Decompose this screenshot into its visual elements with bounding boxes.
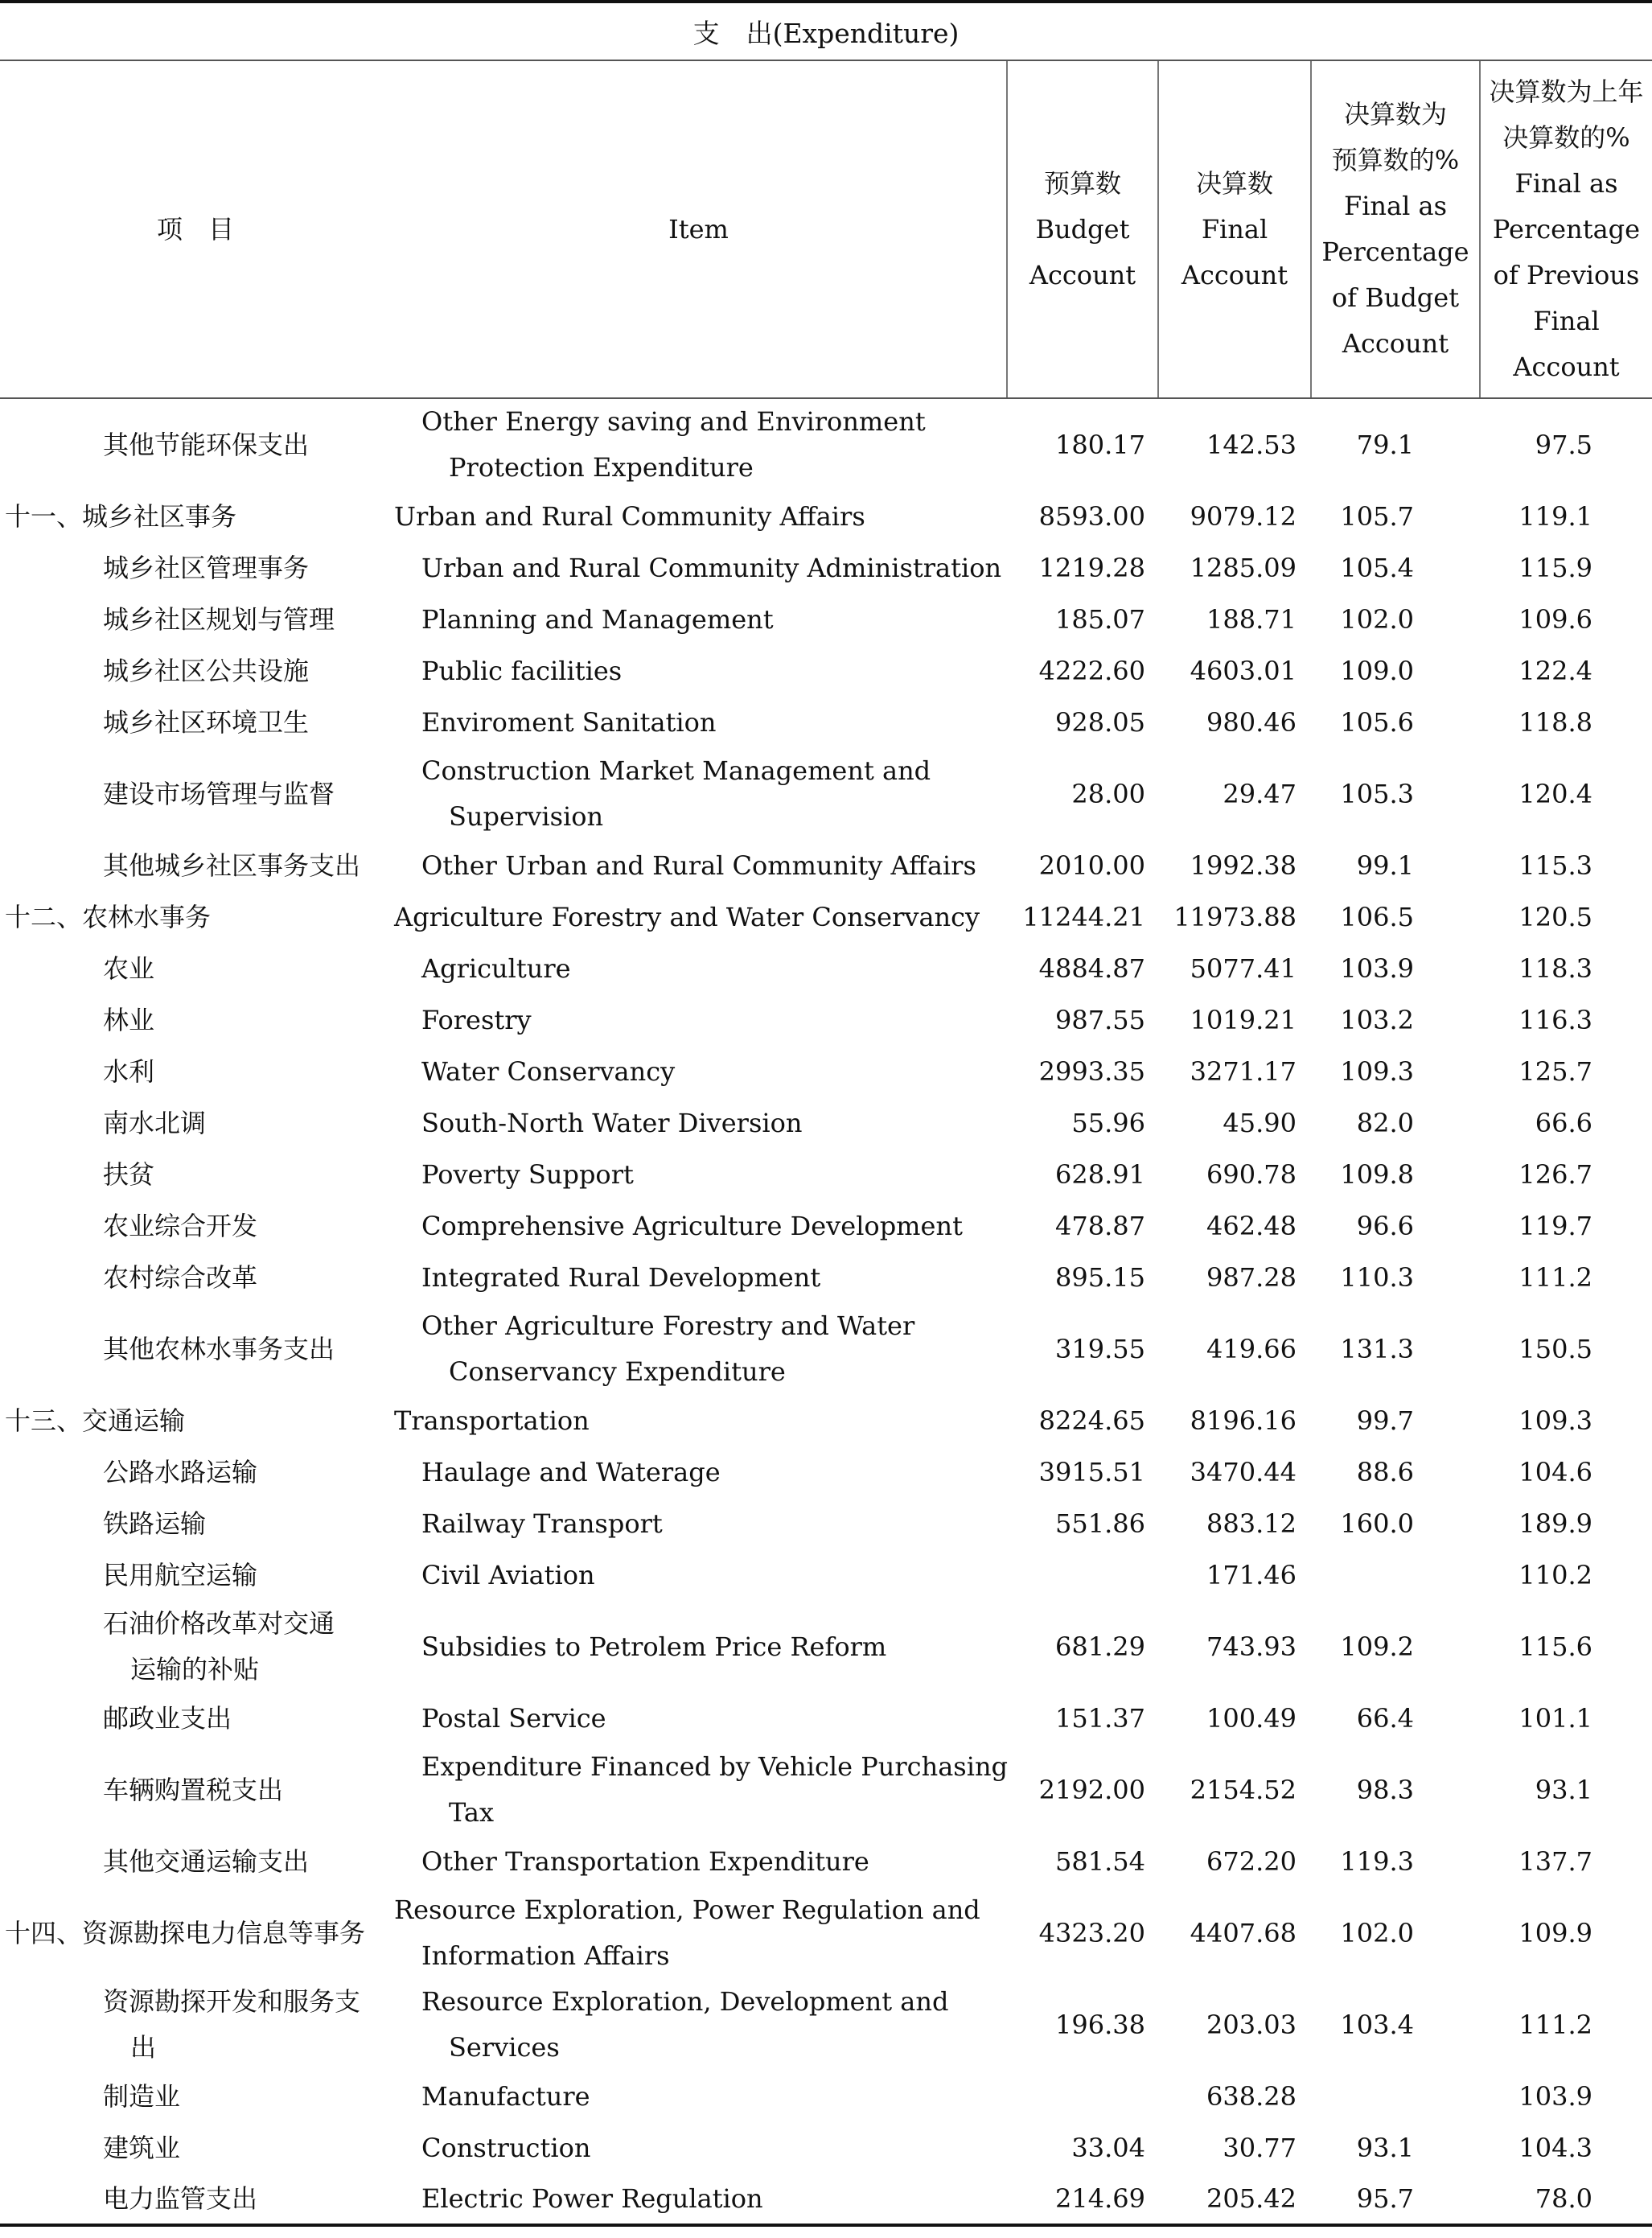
cell-final: 171.46	[1206, 1559, 1297, 1590]
item-cn: 石油价格改革对交通 运输的补贴	[103, 1608, 335, 1685]
item-cn: 其他节能环保支出	[103, 429, 310, 460]
cell-final: 11973.88	[1173, 901, 1297, 932]
cell-budget: 8224.65	[1038, 1405, 1145, 1436]
cell-budget: 681.29	[1055, 1631, 1145, 1662]
cell-pct-budget: 103.2	[1340, 1004, 1414, 1035]
cell-budget: 2192.00	[1038, 1774, 1145, 1805]
cell-final: 100.49	[1206, 1702, 1297, 1734]
item-en: Urban and Rural Community Administration	[421, 552, 1002, 583]
item-en: Agriculture Forestry and Water Conservancy	[394, 901, 980, 932]
header-pct-budget: 决算数为 预算数的% Final as Percentage of Budget Account	[1311, 60, 1480, 398]
cell-budget: 3915.51	[1038, 1456, 1145, 1487]
item-en: Urban and Rural Community Affairs	[394, 500, 865, 532]
cell-final: 419.66	[1206, 1333, 1297, 1364]
item-en: Agriculture	[421, 952, 571, 984]
table-row	[0, 2122, 1652, 2174]
item-en: Construction Market Management and Supervision	[421, 755, 931, 832]
cell-final: 987.28	[1206, 1261, 1297, 1293]
cell-pct-budget: 95.7	[1311, 2174, 1480, 2225]
cell-pct-budget	[1311, 1549, 1480, 1601]
table-row	[0, 542, 1652, 594]
cell-budget: 180.17	[1055, 429, 1145, 460]
item-en: Other Transportation Expenditure	[421, 1845, 869, 1877]
cell-pct-prev: 97.5	[1535, 429, 1593, 460]
cell-budget: 28.00	[1071, 778, 1145, 809]
cell-pct-budget: 110.3	[1340, 1261, 1414, 1293]
cell-pct-prev: 115.9	[1518, 552, 1593, 583]
item-en: Water Conservancy	[421, 1055, 676, 1087]
table-row	[0, 1836, 1652, 1887]
cell-final: 4407.68	[1190, 1917, 1297, 1948]
cell-budget: 11244.21	[1022, 901, 1145, 932]
item-cn: 城乡社区公共设施	[103, 655, 310, 686]
cell-pct-budget: 119.3	[1340, 1845, 1414, 1877]
cell-budget: 4222.60	[1038, 655, 1145, 686]
cell-pct-budget: 99.7	[1356, 1405, 1414, 1436]
cell-pct-budget: 105.6	[1340, 706, 1414, 738]
item-cn: 电力监管支出	[0, 2174, 391, 2225]
item-en: Postal Service	[421, 1702, 606, 1734]
cell-pct-prev: 104.6	[1518, 1456, 1593, 1487]
cell-pct-budget	[1311, 2071, 1480, 2122]
item-cn: 其他城乡社区事务支出	[103, 850, 361, 881]
table-row	[0, 491, 1652, 542]
cell-budget: 4323.20	[1038, 1917, 1145, 1948]
cell-final: 3271.17	[1190, 1055, 1297, 1087]
item-cn: 水利	[103, 1055, 155, 1087]
item-en: Enviroment Sanitation	[421, 706, 717, 738]
item-en: Other Agriculture Forestry and Water Conservancy Expenditure	[421, 1310, 915, 1387]
header-pct-prev: 决算数为上年 决算数的% Final as Percentage of Previous Final Account	[1480, 60, 1652, 398]
cell-budget: 151.37	[1055, 1702, 1145, 1734]
cell-pct-budget: 105.7	[1340, 500, 1414, 532]
item-en: Transportation	[394, 1405, 590, 1436]
cell-final: 9079.12	[1190, 500, 1297, 532]
table-row	[0, 1601, 1652, 1693]
cell-budget: 1219.28	[1038, 552, 1145, 583]
item-en: Planning and Management	[421, 603, 774, 635]
item-en: Resource Exploration, Power Regulation and Information Affairs	[394, 1894, 980, 1971]
item-en: Other Urban and Rural Community Affairs	[421, 850, 976, 881]
cell-budget: 55.96	[1071, 1107, 1145, 1138]
table-row	[0, 1252, 1652, 1303]
table-row	[0, 1693, 1652, 1744]
item-cn: 资源勘探开发和服务支 出	[103, 1986, 361, 2063]
item-en: Manufacture	[421, 2080, 590, 2112]
cell-pct-prev: 120.5	[1518, 901, 1593, 932]
cell-pct-prev: 189.9	[1518, 1508, 1593, 1539]
cell-pct-prev: 103.9	[1518, 2080, 1593, 2112]
item-en: Expenditure Financed by Vehicle Purchasing Tax	[421, 1751, 1009, 1828]
table-row	[0, 1887, 1652, 1979]
item-cn: 其他交通运输支出	[103, 1845, 310, 1877]
cell-pct-prev: 118.8	[1518, 706, 1593, 738]
cell-pct-prev: 78.0	[1480, 2174, 1652, 2225]
cell-pct-prev: 104.3	[1518, 2132, 1593, 2163]
cell-final: 8196.16	[1190, 1405, 1297, 1436]
table-row	[0, 1498, 1652, 1549]
cell-final: 672.20	[1206, 1845, 1297, 1877]
cell-pct-prev: 93.1	[1535, 1774, 1593, 1805]
cell-final: 4603.01	[1190, 655, 1297, 686]
cell-final: 30.77	[1223, 2132, 1297, 2163]
cell-pct-budget: 88.6	[1356, 1456, 1414, 1487]
table-row	[0, 2071, 1652, 2122]
cell-final: 188.71	[1206, 603, 1297, 635]
cell-budget: 33.04	[1071, 2132, 1145, 2163]
cell-pct-budget: 66.4	[1356, 1702, 1414, 1734]
item-en: Poverty Support	[421, 1158, 634, 1190]
cell-pct-prev: 119.1	[1518, 500, 1593, 532]
table-row	[0, 1446, 1652, 1498]
cell-final: 1285.09	[1190, 552, 1297, 583]
cell-budget: 581.54	[1055, 1845, 1145, 1877]
item-cn: 车辆购置税支出	[103, 1774, 284, 1805]
item-en: South-North Water Diversion	[421, 1107, 803, 1138]
cell-final: 638.28	[1206, 2080, 1297, 2112]
cell-pct-prev: 119.7	[1518, 1210, 1593, 1241]
table-row	[0, 840, 1652, 891]
cell-pct-budget: 82.0	[1356, 1107, 1414, 1138]
cell-pct-budget: 103.9	[1340, 952, 1414, 984]
cell-pct-budget: 98.3	[1356, 1774, 1414, 1805]
cell-final: 980.46	[1206, 706, 1297, 738]
cell-final: 883.12	[1206, 1508, 1297, 1539]
item-cn: 公路水路运输	[103, 1456, 258, 1487]
cell-budget: 2010.00	[1038, 850, 1145, 881]
item-cn: 十三、交通运输	[5, 1405, 186, 1436]
item-cn: 十四、资源勘探电力信息等事务	[5, 1917, 366, 1948]
table-row	[0, 943, 1652, 994]
cell-final: 1992.38	[1190, 850, 1297, 881]
item-en: Haulage and Waterage	[421, 1456, 721, 1487]
header-item-en: Item	[391, 60, 1007, 398]
cell-pct-budget: 106.5	[1340, 901, 1414, 932]
cell-budget: 551.86	[1055, 1508, 1145, 1539]
item-cn: 农业综合开发	[103, 1210, 258, 1241]
cell-pct-prev: 120.4	[1518, 778, 1593, 809]
item-cn: 林业	[103, 1004, 155, 1035]
table-row	[0, 891, 1652, 943]
item-cn: 其他农林水事务支出	[103, 1333, 335, 1364]
cell-budget: 214.69	[1007, 2174, 1158, 2225]
cell-budget: 2993.35	[1038, 1055, 1145, 1087]
item-cn: 制造业	[103, 2080, 181, 2112]
cell-budget: 895.15	[1055, 1261, 1145, 1293]
cell-pct-budget: 105.4	[1340, 552, 1414, 583]
item-cn: 农村综合改革	[103, 1261, 258, 1293]
cell-final: 5077.41	[1190, 952, 1297, 984]
cell-pct-prev: 109.9	[1518, 1917, 1593, 1948]
cell-pct-prev: 109.3	[1518, 1405, 1593, 1436]
cell-pct-prev: 110.2	[1518, 1559, 1593, 1590]
cell-pct-prev: 126.7	[1518, 1158, 1593, 1190]
cell-pct-prev: 150.5	[1518, 1333, 1593, 1364]
item-en: Comprehensive Agriculture Development	[421, 1210, 963, 1241]
cell-final: 3470.44	[1190, 1456, 1297, 1487]
cell-final: 743.93	[1206, 1631, 1297, 1662]
cell-pct-prev: 137.7	[1518, 1845, 1593, 1877]
table-row	[0, 398, 1652, 491]
item-cn: 十一、城乡社区事务	[5, 500, 237, 532]
cell-pct-budget: 109.3	[1340, 1055, 1414, 1087]
table-row	[0, 1979, 1652, 2071]
table-row	[0, 2174, 1652, 2225]
item-en: Civil Aviation	[421, 1559, 595, 1590]
item-cn: 民用航空运输	[103, 1559, 258, 1590]
table-row	[0, 645, 1652, 697]
item-en: Railway Transport	[421, 1508, 663, 1539]
cell-pct-prev: 111.2	[1518, 2009, 1593, 2040]
table-row	[0, 594, 1652, 645]
table-row	[0, 1395, 1652, 1446]
cell-pct-prev: 109.6	[1518, 603, 1593, 635]
cell-pct-prev: 116.3	[1518, 1004, 1593, 1035]
cell-budget: 4884.87	[1038, 952, 1145, 984]
item-cn: 建筑业	[103, 2132, 181, 2163]
item-cn: 城乡社区规划与管理	[103, 603, 335, 635]
cell-final: 203.03	[1206, 2009, 1297, 2040]
item-cn: 农业	[103, 952, 155, 984]
table-row	[0, 994, 1652, 1046]
cell-pct-budget: 103.4	[1340, 2009, 1414, 2040]
cell-pct-budget: 93.1	[1356, 2132, 1414, 2163]
cell-budget	[1007, 1549, 1158, 1601]
cell-pct-budget: 109.2	[1340, 1631, 1414, 1662]
table-row	[0, 1549, 1652, 1601]
item-cn: 铁路运输	[103, 1508, 207, 1539]
table-body	[0, 398, 1652, 2225]
cell-pct-prev: 118.3	[1518, 952, 1593, 984]
item-en: Resource Exploration, Development and Services	[421, 1986, 949, 2063]
table-row	[0, 697, 1652, 748]
cell-pct-budget: 160.0	[1340, 1508, 1414, 1539]
item-cn: 南水北调	[103, 1107, 207, 1138]
item-en: Subsidies to Petrolem Price Reform	[421, 1631, 887, 1662]
cell-budget: 319.55	[1055, 1333, 1145, 1364]
cell-pct-prev: 66.6	[1535, 1107, 1593, 1138]
item-en: Other Energy saving and Environment Protection Expenditure	[421, 406, 926, 483]
cell-pct-budget: 102.0	[1340, 603, 1414, 635]
cell-pct-budget: 99.1	[1356, 850, 1414, 881]
table-caption: 支 出(Expenditure)	[0, 2, 1652, 60]
cell-pct-prev: 111.2	[1518, 1261, 1593, 1293]
header-final: 决算数 Final Account	[1158, 60, 1311, 398]
cell-budget: 196.38	[1055, 2009, 1145, 2040]
cell-budget: 628.91	[1055, 1158, 1145, 1190]
cell-final: 45.90	[1223, 1107, 1297, 1138]
cell-budget: 185.07	[1055, 603, 1145, 635]
cell-pct-budget: 105.3	[1340, 778, 1414, 809]
item-cn: 扶贫	[103, 1158, 155, 1190]
cell-pct-budget: 79.1	[1356, 429, 1414, 460]
cell-pct-prev: 115.3	[1518, 850, 1593, 881]
table-row	[0, 1744, 1652, 1836]
cell-pct-prev: 115.6	[1518, 1631, 1593, 1662]
item-en: Integrated Rural Development	[421, 1261, 821, 1293]
cell-final: 690.78	[1206, 1158, 1297, 1190]
cell-pct-budget: 102.0	[1340, 1917, 1414, 1948]
cell-budget: 478.87	[1055, 1210, 1145, 1241]
cell-final: 142.53	[1206, 429, 1297, 460]
header-item-cn: 项 目	[0, 60, 391, 398]
item-en: Construction	[421, 2132, 591, 2163]
cell-final: 205.42	[1158, 2174, 1311, 2225]
cell-budget: 987.55	[1055, 1004, 1145, 1035]
item-cn: 城乡社区管理事务	[103, 552, 310, 583]
table-row	[0, 1149, 1652, 1200]
table-row	[0, 1097, 1652, 1149]
cell-pct-prev: 122.4	[1518, 655, 1593, 686]
item-cn: 邮政业支出	[103, 1702, 232, 1734]
cell-final: 29.47	[1223, 778, 1297, 809]
cell-final: 2154.52	[1190, 1774, 1297, 1805]
table-row	[0, 748, 1652, 840]
item-cn: 建设市场管理与监督	[103, 778, 335, 809]
item-cn: 十二、农林水事务	[5, 901, 212, 932]
table-row	[0, 1200, 1652, 1252]
item-en: Public facilities	[421, 655, 623, 686]
cell-pct-budget: 109.0	[1340, 655, 1414, 686]
item-en: Forestry	[421, 1004, 532, 1035]
cell-final: 462.48	[1206, 1210, 1297, 1241]
cell-pct-budget: 96.6	[1356, 1210, 1414, 1241]
cell-budget: 8593.00	[1038, 500, 1145, 532]
cell-budget: 928.05	[1055, 706, 1145, 738]
item-en: Electric Power Regulation	[391, 2174, 1007, 2225]
cell-pct-prev: 125.7	[1518, 1055, 1593, 1087]
cell-pct-prev: 101.1	[1518, 1702, 1593, 1734]
table-row	[0, 1303, 1652, 1395]
cell-budget	[1007, 2071, 1158, 2122]
cell-pct-budget: 109.8	[1340, 1158, 1414, 1190]
header-budget: 预算数 Budget Account	[1007, 60, 1158, 398]
cell-pct-budget: 131.3	[1340, 1333, 1414, 1364]
cell-final: 1019.21	[1190, 1004, 1297, 1035]
table-row	[0, 1046, 1652, 1097]
item-cn: 城乡社区环境卫生	[103, 706, 310, 738]
